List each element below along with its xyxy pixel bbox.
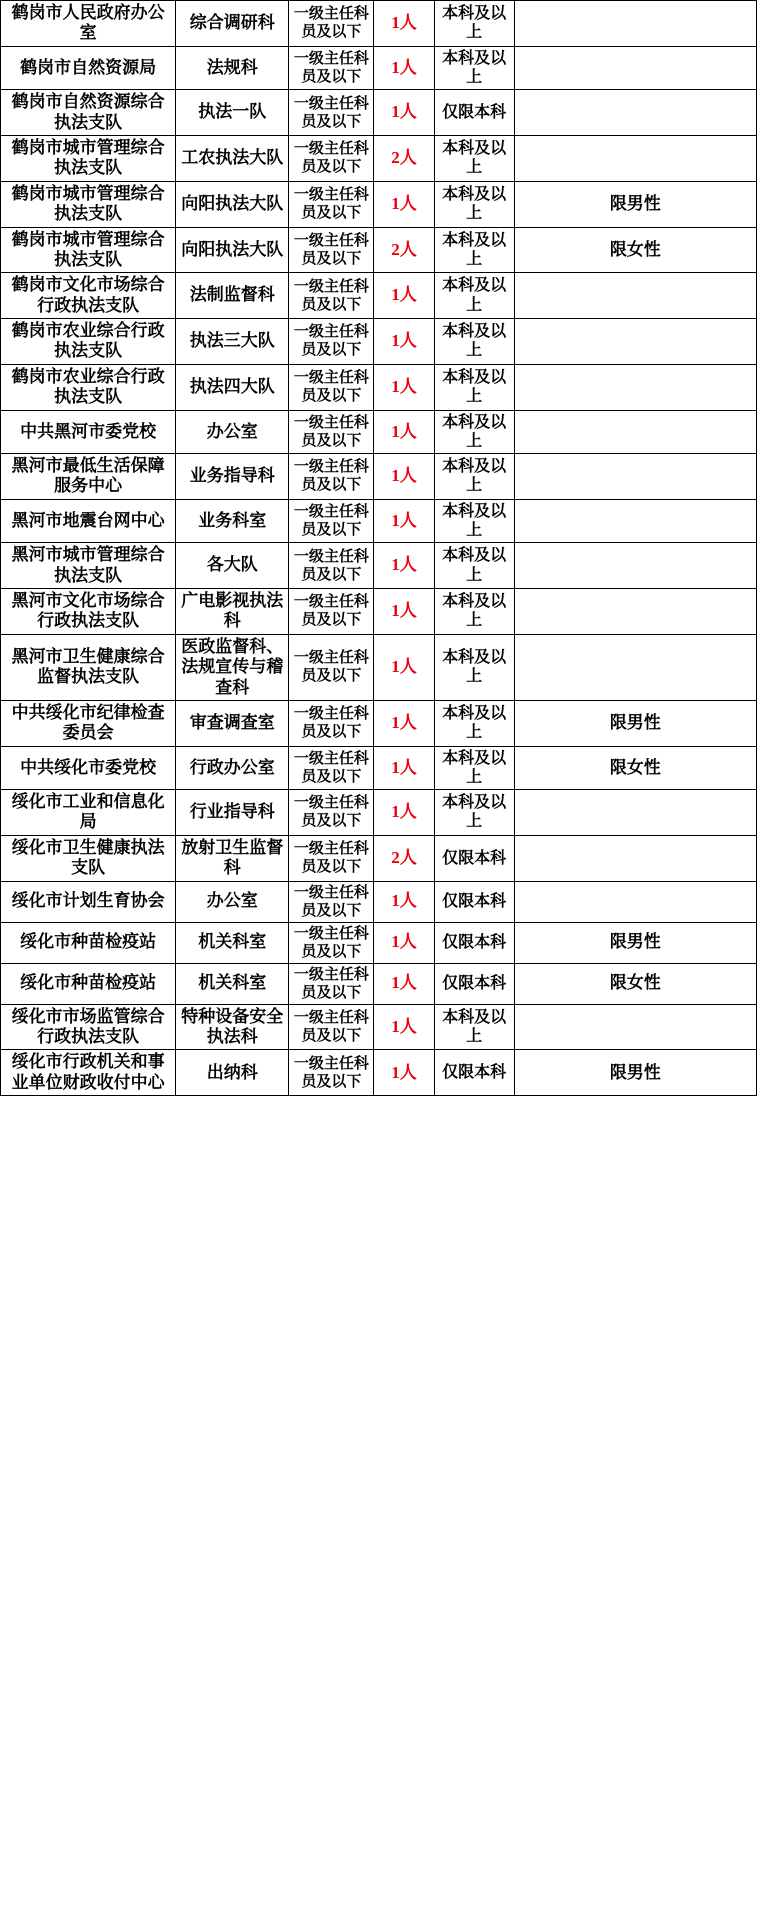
cell-rank: 一级主任科员及以下 bbox=[289, 410, 374, 453]
cell-rank: 一级主任科员及以下 bbox=[289, 634, 374, 700]
cell-count: 1人 bbox=[374, 588, 434, 634]
cell-department: 出纳科 bbox=[176, 1050, 289, 1096]
cell-count: 1人 bbox=[374, 790, 434, 836]
cell-other-requirement bbox=[514, 588, 756, 634]
cell-count: 1人 bbox=[374, 700, 434, 746]
cell-other-requirement bbox=[514, 1004, 756, 1050]
cell-count: 1人 bbox=[374, 1050, 434, 1096]
cell-count: 1人 bbox=[374, 634, 434, 700]
table-row bbox=[1, 790, 757, 836]
cell-count: 2人 bbox=[374, 227, 434, 273]
cell-unit: 鹤岗市城市管理综合执法支队 bbox=[1, 135, 176, 181]
cell-education: 本科及以上 bbox=[434, 227, 514, 273]
cell-count: 1人 bbox=[374, 543, 434, 589]
table-row bbox=[1, 273, 757, 319]
cell-department: 业务指导科 bbox=[176, 454, 289, 500]
cell-department: 放射卫生监督科 bbox=[176, 835, 289, 881]
cell-rank: 一级主任科员及以下 bbox=[289, 881, 374, 922]
cell-rank: 一级主任科员及以下 bbox=[289, 181, 374, 227]
cell-rank: 一级主任科员及以下 bbox=[289, 700, 374, 746]
cell-rank: 一级主任科员及以下 bbox=[289, 454, 374, 500]
cell-other-requirement bbox=[514, 410, 756, 453]
cell-department: 工农执法大队 bbox=[176, 135, 289, 181]
cell-rank: 一级主任科员及以下 bbox=[289, 963, 374, 1004]
cell-department: 办公室 bbox=[176, 881, 289, 922]
cell-other-requirement bbox=[514, 319, 756, 365]
cell-count: 2人 bbox=[374, 135, 434, 181]
cell-education: 本科及以上 bbox=[434, 634, 514, 700]
table-row bbox=[1, 1050, 757, 1096]
table-row bbox=[1, 319, 757, 365]
table-row bbox=[1, 1004, 757, 1050]
cell-education: 仅限本科 bbox=[434, 963, 514, 1004]
cell-other-requirement bbox=[514, 881, 756, 922]
table-row bbox=[1, 881, 757, 922]
cell-department: 法制监督科 bbox=[176, 273, 289, 319]
table-row bbox=[1, 700, 757, 746]
cell-count: 1人 bbox=[374, 881, 434, 922]
cell-rank: 一级主任科员及以下 bbox=[289, 90, 374, 136]
cell-unit: 鹤岗市农业综合行政执法支队 bbox=[1, 319, 176, 365]
cell-unit: 鹤岗市城市管理综合执法支队 bbox=[1, 181, 176, 227]
cell-count: 1人 bbox=[374, 46, 434, 89]
cell-education: 仅限本科 bbox=[434, 922, 514, 963]
cell-rank: 一级主任科员及以下 bbox=[289, 273, 374, 319]
cell-count: 1人 bbox=[374, 1, 434, 47]
cell-count: 1人 bbox=[374, 499, 434, 542]
cell-education: 本科及以上 bbox=[434, 1, 514, 47]
cell-other-requirement bbox=[514, 543, 756, 589]
cell-rank: 一级主任科员及以下 bbox=[289, 746, 374, 789]
cell-education: 仅限本科 bbox=[434, 1050, 514, 1096]
cell-unit: 黑河市最低生活保障服务中心 bbox=[1, 454, 176, 500]
cell-education: 本科及以上 bbox=[434, 543, 514, 589]
cell-unit: 绥化市工业和信息化局 bbox=[1, 790, 176, 836]
cell-education: 本科及以上 bbox=[434, 790, 514, 836]
cell-department: 各大队 bbox=[176, 543, 289, 589]
cell-unit: 鹤岗市自然资源综合执法支队 bbox=[1, 90, 176, 136]
cell-department: 医政监督科、法规宣传与稽查科 bbox=[176, 634, 289, 700]
cell-education: 本科及以上 bbox=[434, 319, 514, 365]
cell-other-requirement bbox=[514, 454, 756, 500]
table-row bbox=[1, 364, 757, 410]
cell-department: 行政办公室 bbox=[176, 746, 289, 789]
cell-other-requirement: 限女性 bbox=[514, 227, 756, 273]
cell-other-requirement: 限男性 bbox=[514, 700, 756, 746]
cell-other-requirement bbox=[514, 499, 756, 542]
cell-department: 广电影视执法科 bbox=[176, 588, 289, 634]
cell-unit: 绥化市计划生育协会 bbox=[1, 881, 176, 922]
cell-unit: 绥化市种苗检疫站 bbox=[1, 963, 176, 1004]
table-row bbox=[1, 746, 757, 789]
cell-unit: 黑河市城市管理综合执法支队 bbox=[1, 543, 176, 589]
cell-unit: 绥化市行政机关和事业单位财政收付中心 bbox=[1, 1050, 176, 1096]
cell-unit: 鹤岗市文化市场综合行政执法支队 bbox=[1, 273, 176, 319]
cell-rank: 一级主任科员及以下 bbox=[289, 790, 374, 836]
cell-unit: 绥化市种苗检疫站 bbox=[1, 922, 176, 963]
cell-rank: 一级主任科员及以下 bbox=[289, 922, 374, 963]
cell-count: 2人 bbox=[374, 835, 434, 881]
cell-education: 本科及以上 bbox=[434, 410, 514, 453]
table-row bbox=[1, 588, 757, 634]
cell-education: 本科及以上 bbox=[434, 499, 514, 542]
cell-education: 本科及以上 bbox=[434, 700, 514, 746]
cell-unit: 鹤岗市人民政府办公室 bbox=[1, 1, 176, 47]
cell-rank: 一级主任科员及以下 bbox=[289, 543, 374, 589]
cell-department: 审查调查室 bbox=[176, 700, 289, 746]
cell-other-requirement bbox=[514, 273, 756, 319]
cell-department: 向阳执法大队 bbox=[176, 181, 289, 227]
cell-other-requirement bbox=[514, 364, 756, 410]
table-row bbox=[1, 46, 757, 89]
cell-other-requirement bbox=[514, 90, 756, 136]
cell-count: 1人 bbox=[374, 1004, 434, 1050]
cell-department: 法规科 bbox=[176, 46, 289, 89]
cell-department: 业务科室 bbox=[176, 499, 289, 542]
cell-education: 本科及以上 bbox=[434, 588, 514, 634]
cell-count: 1人 bbox=[374, 364, 434, 410]
cell-unit: 黑河市文化市场综合行政执法支队 bbox=[1, 588, 176, 634]
table-row bbox=[1, 963, 757, 1004]
cell-education: 仅限本科 bbox=[434, 90, 514, 136]
cell-rank: 一级主任科员及以下 bbox=[289, 1, 374, 47]
cell-education: 仅限本科 bbox=[434, 881, 514, 922]
cell-department: 综合调研科 bbox=[176, 1, 289, 47]
cell-education: 本科及以上 bbox=[434, 273, 514, 319]
cell-unit: 鹤岗市自然资源局 bbox=[1, 46, 176, 89]
cell-unit: 中共绥化市纪律检查委员会 bbox=[1, 700, 176, 746]
cell-education: 本科及以上 bbox=[434, 181, 514, 227]
cell-unit: 绥化市市场监管综合行政执法支队 bbox=[1, 1004, 176, 1050]
cell-rank: 一级主任科员及以下 bbox=[289, 135, 374, 181]
table-body bbox=[1, 1, 757, 1096]
cell-count: 1人 bbox=[374, 181, 434, 227]
cell-department: 执法一队 bbox=[176, 90, 289, 136]
cell-count: 1人 bbox=[374, 922, 434, 963]
cell-other-requirement bbox=[514, 135, 756, 181]
cell-rank: 一级主任科员及以下 bbox=[289, 588, 374, 634]
cell-count: 1人 bbox=[374, 90, 434, 136]
cell-rank: 一级主任科员及以下 bbox=[289, 1004, 374, 1050]
cell-other-requirement bbox=[514, 1, 756, 47]
cell-department: 机关科室 bbox=[176, 922, 289, 963]
cell-count: 1人 bbox=[374, 746, 434, 789]
cell-rank: 一级主任科员及以下 bbox=[289, 46, 374, 89]
cell-other-requirement bbox=[514, 46, 756, 89]
cell-education: 本科及以上 bbox=[434, 364, 514, 410]
cell-other-requirement: 限女性 bbox=[514, 963, 756, 1004]
cell-education: 本科及以上 bbox=[434, 1004, 514, 1050]
cell-unit: 黑河市卫生健康综合监督执法支队 bbox=[1, 634, 176, 700]
cell-other-requirement bbox=[514, 634, 756, 700]
cell-education: 本科及以上 bbox=[434, 454, 514, 500]
cell-education: 本科及以上 bbox=[434, 746, 514, 789]
table-row bbox=[1, 835, 757, 881]
cell-other-requirement: 限男性 bbox=[514, 922, 756, 963]
cell-department: 特种设备安全执法科 bbox=[176, 1004, 289, 1050]
table-row bbox=[1, 454, 757, 500]
table-row bbox=[1, 90, 757, 136]
table-row bbox=[1, 922, 757, 963]
cell-rank: 一级主任科员及以下 bbox=[289, 319, 374, 365]
cell-department: 办公室 bbox=[176, 410, 289, 453]
table-row bbox=[1, 227, 757, 273]
cell-count: 1人 bbox=[374, 410, 434, 453]
cell-unit: 鹤岗市农业综合行政执法支队 bbox=[1, 364, 176, 410]
cell-rank: 一级主任科员及以下 bbox=[289, 835, 374, 881]
table-row bbox=[1, 1, 757, 47]
table-row bbox=[1, 410, 757, 453]
cell-unit: 中共绥化市委党校 bbox=[1, 746, 176, 789]
cell-rank: 一级主任科员及以下 bbox=[289, 364, 374, 410]
cell-count: 1人 bbox=[374, 963, 434, 1004]
table-row bbox=[1, 499, 757, 542]
cell-education: 仅限本科 bbox=[434, 835, 514, 881]
table-row bbox=[1, 634, 757, 700]
cell-other-requirement: 限女性 bbox=[514, 746, 756, 789]
cell-count: 1人 bbox=[374, 273, 434, 319]
cell-unit: 中共黑河市委党校 bbox=[1, 410, 176, 453]
cell-department: 行业指导科 bbox=[176, 790, 289, 836]
cell-rank: 一级主任科员及以下 bbox=[289, 499, 374, 542]
cell-department: 机关科室 bbox=[176, 963, 289, 1004]
cell-department: 向阳执法大队 bbox=[176, 227, 289, 273]
cell-unit: 黑河市地震台网中心 bbox=[1, 499, 176, 542]
cell-education: 本科及以上 bbox=[434, 46, 514, 89]
cell-count: 1人 bbox=[374, 319, 434, 365]
cell-unit: 鹤岗市城市管理综合执法支队 bbox=[1, 227, 176, 273]
cell-education: 本科及以上 bbox=[434, 135, 514, 181]
cell-unit: 绥化市卫生健康执法支队 bbox=[1, 835, 176, 881]
table-row bbox=[1, 543, 757, 589]
cell-other-requirement bbox=[514, 835, 756, 881]
cell-rank: 一级主任科员及以下 bbox=[289, 227, 374, 273]
cell-other-requirement: 限男性 bbox=[514, 181, 756, 227]
cell-count: 1人 bbox=[374, 454, 434, 500]
cell-other-requirement bbox=[514, 790, 756, 836]
cell-other-requirement: 限男性 bbox=[514, 1050, 756, 1096]
cell-department: 执法四大队 bbox=[176, 364, 289, 410]
table-row bbox=[1, 181, 757, 227]
cell-department: 执法三大队 bbox=[176, 319, 289, 365]
table-row bbox=[1, 135, 757, 181]
cell-rank: 一级主任科员及以下 bbox=[289, 1050, 374, 1096]
